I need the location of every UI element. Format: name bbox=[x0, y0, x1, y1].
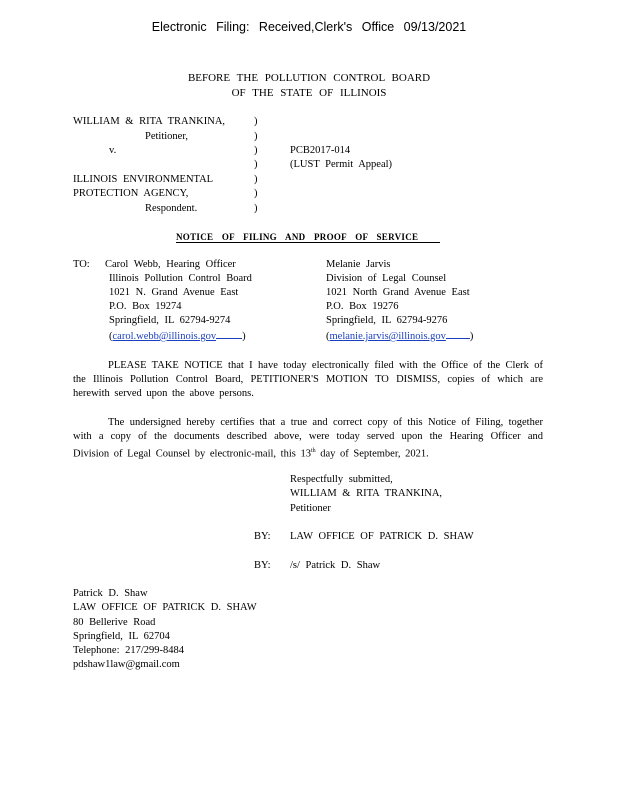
email-link[interactable]: melanie.jarvis@illinois.gov bbox=[329, 331, 446, 342]
caption-brace: ) bbox=[254, 131, 258, 142]
attorney-street: 80 Bellerive Road bbox=[73, 616, 156, 628]
signer-name: WILLIAM & RITA TRANKINA, bbox=[290, 488, 443, 500]
attorney-phone: Telephone: 217/299-8484 bbox=[73, 645, 185, 657]
signature-block bbox=[290, 473, 442, 516]
recipient-name: Melanie Jarvis bbox=[326, 259, 391, 270]
recipient-city: Springfield, IL 62794-9276 bbox=[326, 315, 448, 326]
electronic-signature: /s/ Patrick D. Shaw bbox=[290, 560, 381, 571]
email-underline bbox=[216, 328, 242, 339]
caption-brace: ) bbox=[254, 145, 258, 156]
by-label: BY: bbox=[254, 531, 271, 542]
recipient-left bbox=[105, 258, 252, 344]
signer-role: Petitioner bbox=[290, 502, 331, 514]
notice-heading: NOTICE OF FILING AND PROOF OF SERVICE bbox=[176, 232, 440, 243]
closing: Respectfully submitted, bbox=[290, 474, 393, 485]
recipient-po-box: P.O. Box 19276 bbox=[326, 301, 399, 312]
petitioner-role: Petitioner, bbox=[145, 131, 189, 142]
recipient-org: Illinois Pollution Control Board bbox=[109, 273, 252, 284]
by-label: BY: bbox=[254, 560, 271, 571]
recipient-street: 1021 North Grand Avenue East bbox=[326, 287, 470, 298]
caption-brace: ) bbox=[254, 116, 258, 127]
email-underline bbox=[446, 328, 470, 339]
attorney-block bbox=[73, 587, 257, 673]
recipient-email-line: (carol.webb@illinois.gov ) bbox=[109, 328, 252, 344]
recipient-org: Division of Legal Counsel bbox=[326, 273, 447, 284]
by-firm: LAW OFFICE OF PATRICK D. SHAW bbox=[290, 531, 474, 542]
to-label: TO: bbox=[73, 259, 90, 270]
email-link[interactable]: carol.webb@illinois.gov bbox=[112, 331, 217, 342]
board-title-line1: BEFORE THE POLLUTION CONTROL BOARD bbox=[187, 72, 431, 84]
case-number: PCB2017-014 bbox=[290, 145, 351, 156]
notice-paragraph: PLEASE TAKE NOTICE that I have today electronically filed with the Office of the Clerk of the Illinois Pollution Control Board, PETITIONER'S MOTION TO DISMISS, copies of which are herewith served upon the above persons. bbox=[73, 360, 543, 400]
attorney-city: Springfield, IL 62704 bbox=[73, 630, 170, 642]
recipient-po-box: P.O. Box 19274 bbox=[109, 301, 182, 312]
filing-stamp: Electronic Filing: Received,Clerk's Office 09/13/2021 bbox=[151, 20, 467, 34]
petitioner-name: WILLIAM & RITA TRANKINA, bbox=[73, 116, 226, 127]
caption-brace: ) bbox=[254, 188, 258, 199]
board-title-line2: OF THE STATE OF ILLINOIS bbox=[231, 87, 387, 99]
recipient-street: 1021 N. Grand Avenue East bbox=[109, 287, 239, 298]
attorney-firm: LAW OFFICE OF PATRICK D. SHAW bbox=[73, 602, 257, 614]
respondent-line2: PROTECTION AGENCY, bbox=[73, 188, 189, 199]
respondent-line1: ILLINOIS ENVIRONMENTAL bbox=[73, 174, 214, 185]
recipient-name: Carol Webb, Hearing Officer bbox=[105, 259, 236, 270]
case-type: (LUST Permit Appeal) bbox=[290, 159, 393, 170]
certification-paragraph: The undersigned hereby certifies that a true and correct copy of this Notice of Filing, together with a copy of the documents described above, were today served upon the Hearing Officer and Division of Legal Counsel by electronic-mail, this 13th day of September, 2021. bbox=[73, 417, 543, 460]
attorney-name: Patrick D. Shaw bbox=[73, 588, 148, 599]
caption-brace: ) bbox=[254, 159, 258, 170]
respondent-role: Respondent. bbox=[145, 203, 198, 214]
attorney-email: pdshaw1law@gmail.com bbox=[73, 659, 180, 671]
recipient-email-line: (melanie.jarvis@illinois.gov ) bbox=[326, 328, 473, 344]
caption-brace: ) bbox=[254, 174, 258, 185]
recipient-city: Springfield, IL 62794-9274 bbox=[109, 315, 231, 326]
versus-label: v. bbox=[109, 145, 117, 156]
recipient-right bbox=[326, 258, 473, 344]
caption-brace: ) bbox=[254, 203, 258, 214]
